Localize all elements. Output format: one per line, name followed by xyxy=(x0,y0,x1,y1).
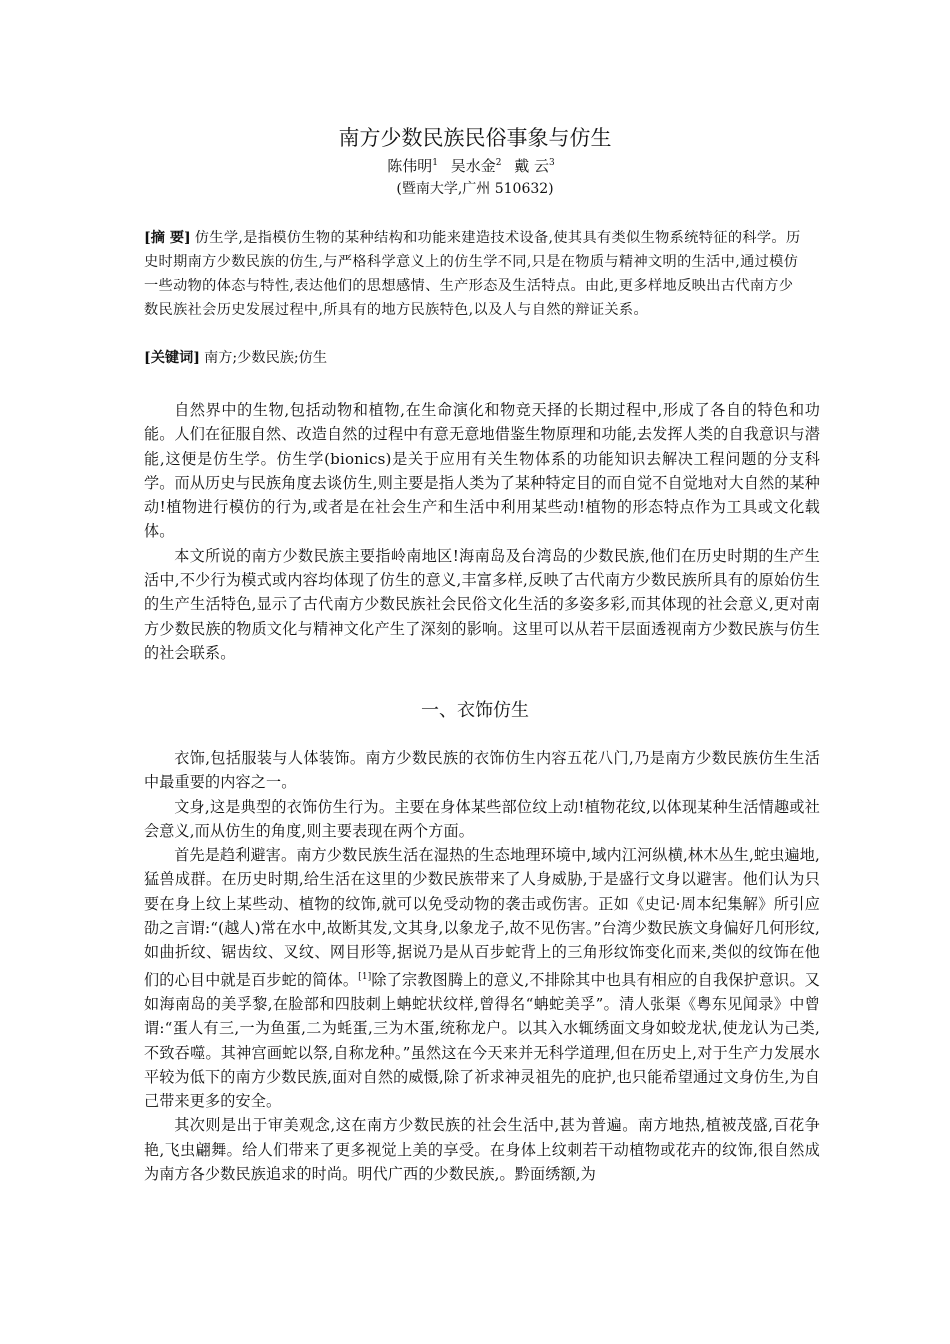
abstract-label: [摘 要] xyxy=(144,230,191,246)
paragraph-text: 除了宗教图腾上的意义,不排除其中也具有相应的自我保护意识。又如海南岛的美孚黎,在脸部和四肢刺上蚺蛇状纹样,曾得名“蚺蛇美孚”。清人张渠《粤东见闻录》中曾谓:“蛋人有三,一为鱼蛋,二为蚝蛋,三为木蛋,统称龙户。以其入水辄绣面文身如蛟龙状,使龙认为己类,不致吞噬。其神宫画蛇以祭,自称龙种。”虽然这在今天来并无科学道理,但在历史上,对于生产力发展水平较为低下的南方少数民族,面对自然的威慑,除了祈求神灵祖先的庇护,也只能希望通过文身仿生,为自己带来更多的安全。 xyxy=(144,970,820,1111)
section-body xyxy=(144,746,820,1186)
paper-title: 南方少数民族民俗事象与仿生 xyxy=(338,126,612,150)
body-paragraph: 本文所说的南方少数民族主要指岭南地区!海南岛及台湾岛的少数民族,他们在历史时期的生产生活中,不少行为模式或内容均体现了仿生的意义,丰富多样,反映了古代南方少数民族所具有的原始仿生的生产生活特色,显示了古代南方少数民族社会民俗文化生活的多姿多彩,而其体现的社会意义,更对南方少数民族的物质文化与精神文化产生了深刻的影响。这里可以从若干层面透视南方少数民族与仿生的社会联系。 xyxy=(144,546,820,662)
body-paragraph: 衣饰,包括服装与人体装饰。南方少数民族的衣饰仿生内容五花八门,乃是南方少数民族仿生生活中最重要的内容之一。 xyxy=(144,749,820,792)
author-name: 戴 云 xyxy=(514,157,550,175)
introduction xyxy=(144,398,820,665)
body-paragraph: 文身,这是典型的衣饰仿生行为。主要在身体某些部位纹上动!植物花纹,以体现某种生活情趣或社会意义,而从仿生的角度,则主要表现在两个方面。 xyxy=(144,797,820,840)
body-paragraph: 自然界中的生物,包括动物和植物,在生命演化和物竞天择的长期过程中,形成了各自的特色和功能。人们在征服自然、改造自然的过程中有意无意地借鉴生物原理和功能,去发挥人类的自我意识与潜能,这便是仿生学。仿生学(bionics)是关于应用有关生物体系的功能知识去解决工程问题的分支科学。而从历史与民族角度去谈仿生,则主要是指人类为了某种特定目的而自觉不自觉地对大自然的某种动!植物进行模仿的行为,或者是在社会生产和生活中利用某些动!植物的形态特点作为工具或文化载体。 xyxy=(144,401,820,541)
abstract-text: 仿生学,是指模仿生物的某种结构和功能来建造技术设备,使其具有类似生物系统特征的科学。历史时期南方少数民族的仿生,与严格科学意义上的仿生学不同,只是在物质与精神文明的生活中,通过模仿一些动物的体态与特性,表达他们的思想感情、生产形态及生活特点。由此,更多样地反映出古代南方少数民族社会历史发展过程中,所具有的地方民族特色,以及人与自然的辩证关系。 xyxy=(144,230,801,318)
keywords-text: 南方;少数民族;仿生 xyxy=(204,350,328,366)
body-paragraph xyxy=(144,843,820,1113)
affiliation: (暨南大学,广州 510632) xyxy=(396,181,554,197)
keywords xyxy=(144,346,804,370)
author-affiliation-mark: 3 xyxy=(549,158,555,168)
citation-marker[interactable]: [1] xyxy=(358,971,372,982)
body-paragraph: 其次则是出于审美观念,这在南方少数民族的社会生活中,甚为普遍。南方地热,植被茂盛,百花争艳,飞虫翩舞。给人们带来了更多视觉上美的享受。在身体上纹刺若干动植物或花卉的纹饰,很自然成为南方各少数民族追求的时尚。明代广西的少数民族,。黔面绣额,为 xyxy=(144,1116,820,1184)
paragraph-text: 首先是趋利避害。南方少数民族生活在湿热的生态地理环境中,域内江河纵横,林木丛生,蛇虫遍地,猛兽成群。在历史时期,给生活在这里的少数民族带来了人身威胁,于是盛行文身以避害。他们认为只要在身上纹上某些动、植物的纹饰,就可以免受动物的袭击或伤害。正如《史记·周本纪集解》所引应劭之言谓:“(越人)常在水中,故断其发,文其身,以象龙子,故不见伤害。”台湾少数民族文身偏好几何形纹,如曲折纹、锯齿纹、叉纹、网目形等,据说乃是从百步蛇背上的三角形纹饰变化而来,类似的纹饰在他们的心目中就是百步蛇的简体。 xyxy=(144,846,820,989)
author-name: 陈伟明 xyxy=(387,157,433,175)
author-line xyxy=(0,152,950,177)
section-heading: 一、衣饰仿生 xyxy=(421,700,529,721)
author-name: 吴水金 xyxy=(450,157,496,175)
abstract xyxy=(144,226,804,322)
keywords-label: [关键词] xyxy=(144,350,200,366)
author-affiliation-mark: 2 xyxy=(495,158,502,168)
author-affiliation-mark: 1 xyxy=(432,158,438,168)
